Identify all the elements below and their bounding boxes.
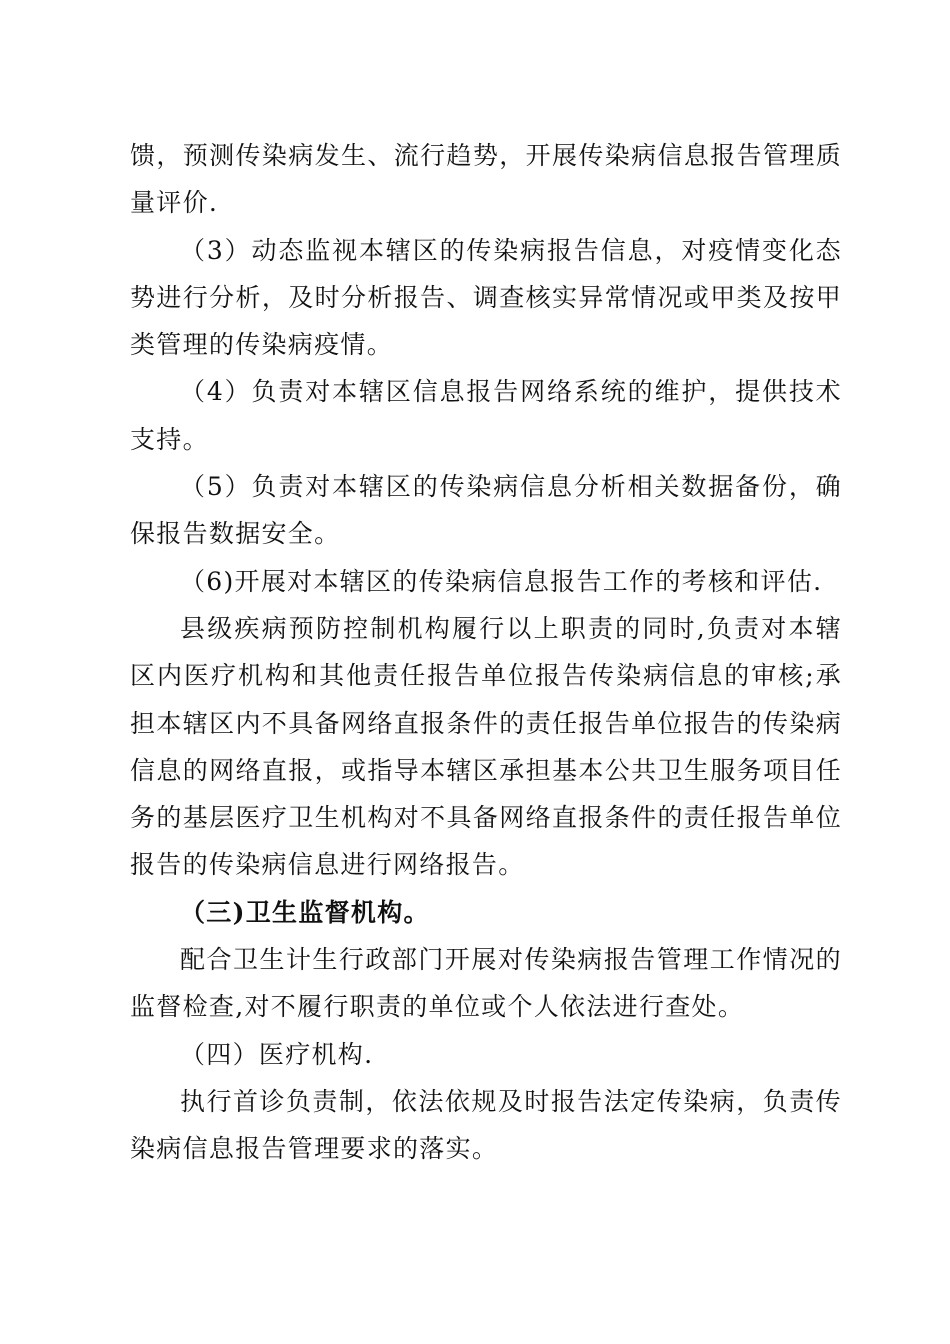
paragraph-6: 县级疾病预防控制机构履行以上职责的同时,负责对本辖区内医疗机构和其他责任报告单位报告传染病信息的审核;承担本辖区内不具备网络直报条件的责任报告单位报告的传染病信息的网络直报，或指导本辖区承担基本公共卫生服务项目任务的基层医疗卫生机构对不具备网络直报条件的责任报告单位报告的传染病信息进行网络报告。 [130,613,842,880]
paragraph-8: 配合卫生计生行政部门开展对传染病报告管理工作情况的监督检查,对不履行职责的单位或个人依法进行查处。 [130,945,842,1022]
paragraph-5: （6)开展对本辖区的传染病信息报告工作的考核和评估. [180,566,823,596]
paragraph-2: （3）动态监视本辖区的传染病报告信息，对疫情变化态势进行分析，及时分析报告、调查核实异常情况或甲类及按甲类管理的传染病疫情。 [130,235,842,360]
document-body [130,132,842,1173]
paragraph-10: 执行首诊负责制，依法依规及时报告法定传染病，负责传染病信息报告管理要求的落实。 [130,1086,842,1164]
paragraph-4: （5）负责对本辖区的传染病信息分析相关数据备份，确保报告数据安全。 [130,472,842,549]
paragraph-1: 馈，预测传染病发生、流行趋势，开展传染病信息报告管理质量评价. [130,141,842,218]
section-heading-medical-institutions: （四）医疗机构. [180,1039,374,1069]
section-heading-health-supervision: （三)卫生监督机构。 [180,897,430,927]
paragraph-3: （4）负责对本辖区信息报告网络系统的维护，提供技术支持。 [130,377,842,454]
